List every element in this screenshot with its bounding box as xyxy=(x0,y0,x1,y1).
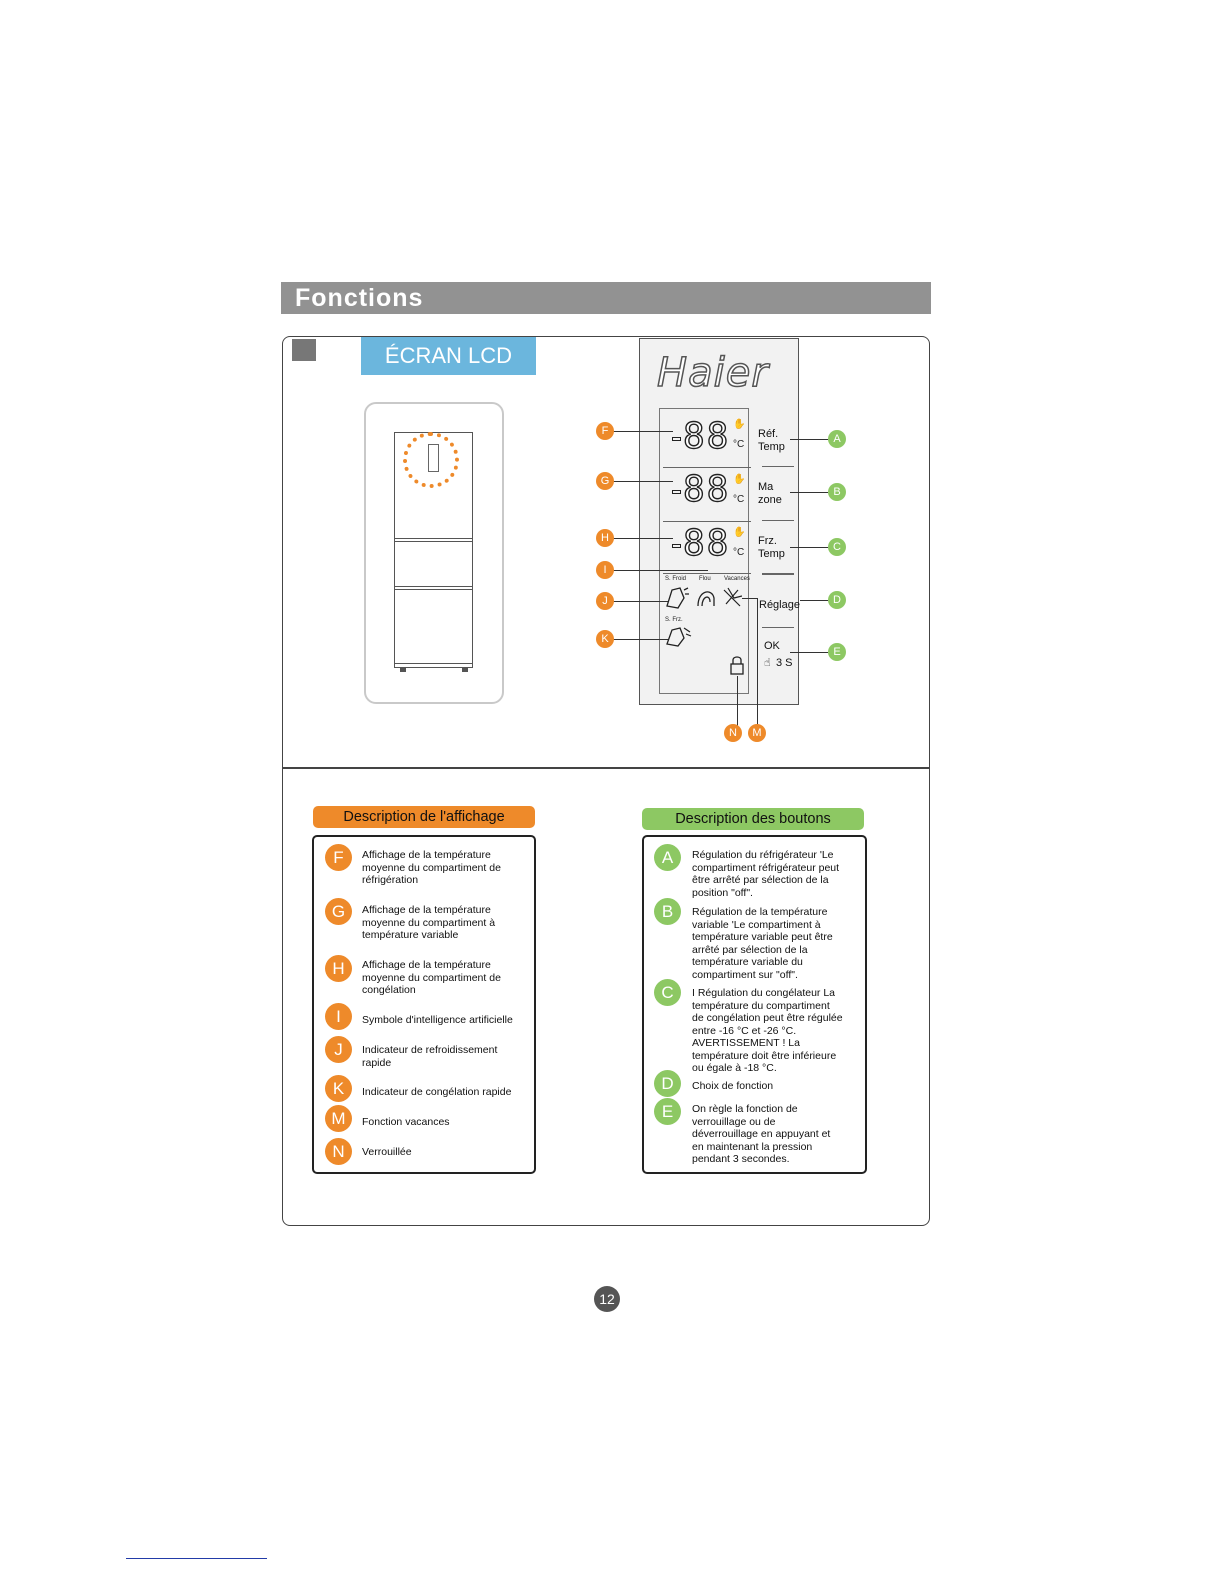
page-title: Fonctions xyxy=(295,284,424,312)
label-s-froid: S. Froid xyxy=(665,576,687,582)
fridge-foot xyxy=(462,668,468,672)
callout-f: F xyxy=(596,422,614,440)
title-bar xyxy=(281,282,931,314)
callout-n: N xyxy=(724,724,742,742)
section-marker xyxy=(292,339,316,361)
button-c-label-2: Temp xyxy=(758,548,785,560)
leader-h xyxy=(613,538,673,539)
button-separator xyxy=(762,466,794,467)
celsius-unit: °C xyxy=(733,547,745,558)
desc-letter-k: K xyxy=(325,1075,352,1102)
desc-letter-d: D xyxy=(654,1070,681,1097)
leader-a xyxy=(790,439,828,440)
button-e-label-1: OK xyxy=(764,640,780,652)
desc-text-g: Affichage de la température moyenne du compartiment à température variable xyxy=(362,904,496,941)
fuzzy-icon xyxy=(698,592,714,606)
variable-temp-digits: 88 xyxy=(683,469,731,510)
holiday-icon xyxy=(724,588,742,606)
desc-letter-e: E xyxy=(654,1098,681,1125)
desc-text-a: Régulation du réfrigérateur 'Le compartiment réfrigérateur peut être arrêté par sélection de la position "off". xyxy=(692,849,840,899)
button-a-label-2: Temp xyxy=(758,441,785,453)
panel-highlight-ring xyxy=(403,432,459,488)
desc-text-k: Indicateur de congélation rapide xyxy=(362,1086,512,1098)
celsius-unit: °C xyxy=(733,494,745,505)
label-s-frz: S. Frz. xyxy=(665,617,683,623)
button-b-label-2: zone xyxy=(758,494,782,506)
super-freeze-icon xyxy=(664,624,694,648)
minus-segment xyxy=(672,544,681,548)
section-label: ÉCRAN LCD xyxy=(361,337,536,375)
leader-m xyxy=(757,598,758,726)
label-flou: Flou xyxy=(699,576,711,582)
leader-m xyxy=(742,598,758,599)
leader-b xyxy=(790,492,828,493)
button-separator xyxy=(762,573,794,575)
freezer-temp-digits: 88 xyxy=(683,523,731,564)
lcd-separator xyxy=(663,521,751,522)
desc-letter-j: J xyxy=(325,1036,352,1063)
minus-segment xyxy=(672,490,681,494)
callout-d: D xyxy=(828,591,846,609)
fan-icon: ✋ xyxy=(733,474,746,485)
desc-text-c: I Régulation du congélateur La température du compartiment de congélation peut être régulée entre -16 °C et -26 °C. AVERTISSEMENT ! La température doit être inférieure ou égale à -18 °C. xyxy=(692,987,843,1074)
desc-letter-i: I xyxy=(325,1003,352,1030)
callout-c: C xyxy=(828,538,846,556)
celsius-unit: °C xyxy=(733,439,745,450)
brand-logo: Haier xyxy=(657,350,769,396)
button-c-label-1: Frz. xyxy=(758,535,777,547)
fridge-door-line xyxy=(394,541,473,542)
desc-text-e: On règle la fonction de verrouillage ou de déverrouillage en appuyant et en maintenant la pression pendant 3 secondes. xyxy=(692,1103,831,1165)
display-description-header: Description de l'affichage xyxy=(313,806,535,828)
lock-hand-icon: ☝ xyxy=(764,657,771,669)
button-e-label-2: 3 S xyxy=(776,657,793,669)
desc-letter-f: F xyxy=(325,844,352,871)
callout-m: M xyxy=(748,724,766,742)
button-b-label-1: Ma xyxy=(758,481,774,493)
desc-letter-n: N xyxy=(325,1138,352,1165)
desc-text-h: Affichage de la température moyenne du compartiment de congélation xyxy=(362,959,501,996)
leader-c xyxy=(790,547,828,548)
fridge-temp-digits: 88 xyxy=(683,416,731,457)
desc-letter-b: B xyxy=(654,898,681,925)
desc-letter-c: C xyxy=(654,979,681,1006)
fan-icon: ✋ xyxy=(733,527,746,538)
desc-letter-g: G xyxy=(325,898,352,925)
fridge-door-line xyxy=(394,538,473,539)
page-number: 12 xyxy=(594,1286,620,1312)
desc-letter-m: M xyxy=(325,1105,352,1132)
desc-text-f: Affichage de la température moyenne du compartiment de réfrigération xyxy=(362,849,501,886)
fridge-door-line xyxy=(394,586,473,587)
label-vacances: Vacances xyxy=(724,576,750,582)
fan-icon: ✋ xyxy=(733,419,746,430)
leader-d xyxy=(800,600,828,601)
desc-text-d: Choix de fonction xyxy=(692,1080,774,1092)
callout-b: B xyxy=(828,483,846,501)
leader-n xyxy=(737,676,738,726)
callout-a: A xyxy=(828,430,846,448)
desc-text-n: Verrouillée xyxy=(362,1146,412,1158)
button-d-label: Réglage xyxy=(759,599,800,611)
leader-e xyxy=(790,652,828,653)
lcd-separator xyxy=(663,467,751,468)
lock-icon xyxy=(729,655,745,675)
desc-text-b: Régulation de la température variable 'Le compartiment à température variable peut être arrêté par sélection de la température variable du compartiment sur "off". xyxy=(692,906,833,981)
leader-j xyxy=(613,601,668,602)
lcd-icons-row xyxy=(664,584,742,612)
callout-k: K xyxy=(596,630,614,648)
callout-j: J xyxy=(596,592,614,610)
fridge-door-line xyxy=(394,589,473,590)
callout-i: I xyxy=(596,561,614,579)
footer-rule xyxy=(126,1558,267,1559)
button-separator xyxy=(762,520,794,521)
fridge-foot xyxy=(400,668,406,672)
desc-text-i: Symbole d'intelligence artificielle xyxy=(362,1014,513,1026)
leader-i xyxy=(613,570,708,571)
callout-g: G xyxy=(596,472,614,490)
super-cool-icon xyxy=(667,588,689,608)
desc-text-j: Indicateur de refroidissement rapide xyxy=(362,1044,498,1069)
fridge-door-line xyxy=(394,663,473,664)
button-a-label-1: Réf. xyxy=(758,428,779,440)
desc-letter-a: A xyxy=(654,844,681,871)
minus-segment xyxy=(672,437,681,441)
leader-k xyxy=(613,639,668,640)
button-separator xyxy=(762,627,794,628)
leader-g xyxy=(613,481,673,482)
callout-h: H xyxy=(596,529,614,547)
button-description-header: Description des boutons xyxy=(642,808,864,830)
section-divider xyxy=(282,767,930,769)
callout-e: E xyxy=(828,643,846,661)
lcd-separator xyxy=(663,573,751,574)
desc-letter-h: H xyxy=(325,955,352,982)
leader-f xyxy=(613,431,673,432)
desc-text-m: Fonction vacances xyxy=(362,1116,450,1128)
